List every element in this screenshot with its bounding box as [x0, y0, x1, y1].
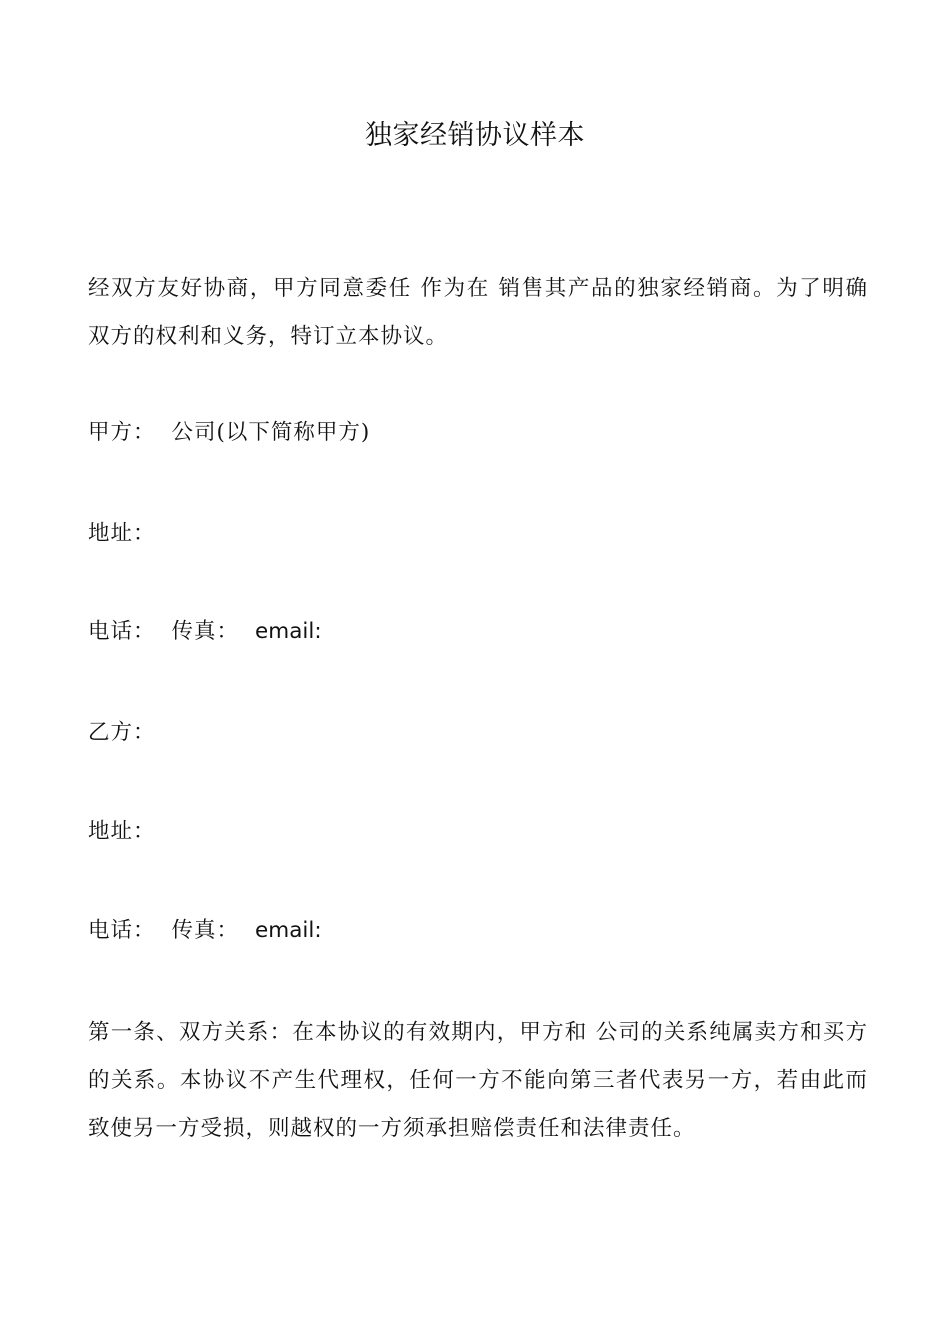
party-b-address-label: 地址：: [88, 819, 156, 844]
party-b-label: 乙方：: [88, 720, 156, 745]
intro-text-3: 销售其产品的独家经销商。为了明确双方的权利和义务，特订立本协议。: [88, 276, 868, 349]
party-b-contact-line: [88, 911, 322, 951]
party-a-label: 甲方：: [88, 420, 156, 445]
party-b-phone-label: 电话：: [88, 918, 156, 943]
party-b-address-line: [88, 812, 156, 852]
intro-text-1: 经双方友好协商，甲方同意委任: [88, 276, 412, 301]
party-a-phone-label: 电话：: [88, 619, 156, 644]
party-a-fax-label: 传真：: [171, 619, 240, 644]
party-a-name: 公司(以下简称甲方): [171, 420, 371, 445]
article-1-text-2: 公司的关系纯属卖方和买方的关系。本协议不产生代理权，任何一方不能向第三者代表另一方，若由此而致使另一方受损，则越权的一方须承担赔偿责任和法律责任。: [88, 1020, 868, 1141]
party-a-email-label: email:: [255, 619, 322, 644]
party-b-email-label: email:: [255, 918, 322, 943]
party-b-fax-label: 传真：: [171, 918, 240, 943]
article-1-text-1: 第一条、双方关系：在本协议的有效期内，甲方和: [88, 1020, 588, 1045]
party-a-contact-line: [88, 612, 322, 652]
intro-paragraph: [88, 265, 868, 361]
document-title: 独家经销协议样本: [365, 120, 585, 151]
party-a-line: [88, 413, 370, 453]
party-a-address-line: [88, 514, 156, 554]
party-b-line: [88, 713, 156, 753]
article-1-paragraph: [88, 1009, 868, 1153]
intro-text-2: 作为在: [419, 276, 490, 301]
party-a-address-label: 地址：: [88, 521, 156, 546]
